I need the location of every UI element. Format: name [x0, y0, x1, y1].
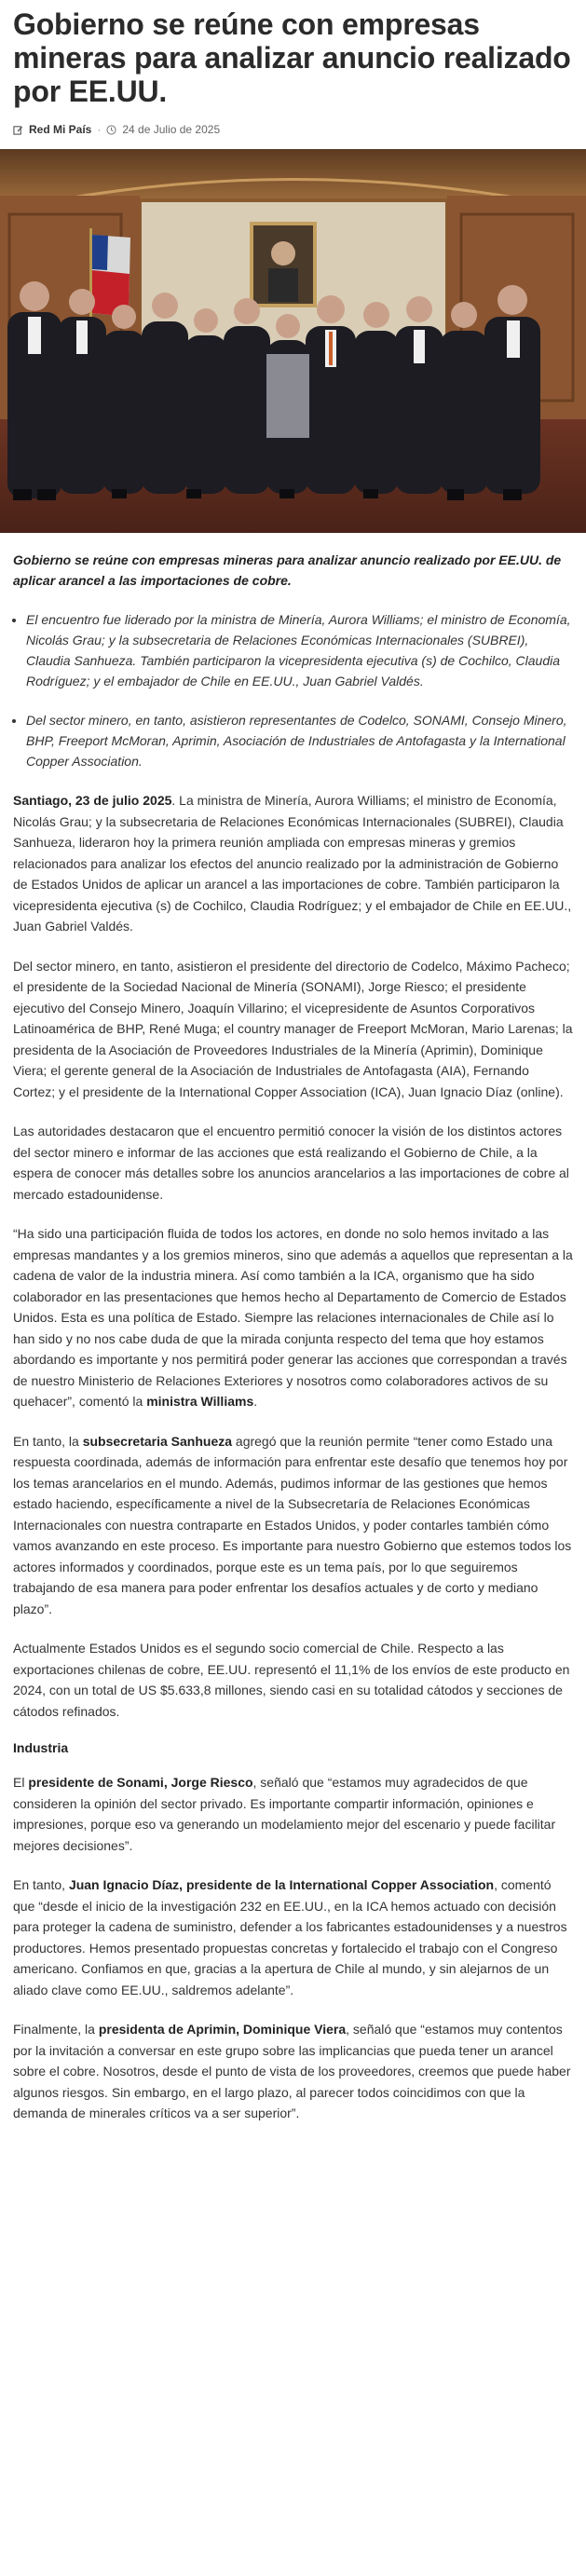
- author-link[interactable]: Red Mi País: [29, 123, 92, 136]
- bold-name: presidenta de Aprimin, Dominique Viera: [98, 2022, 347, 2037]
- article-meta: [13, 123, 573, 136]
- dateline: Santiago, 23 de julio 2025: [13, 793, 172, 808]
- paragraph-text: “Ha sido una participación fluida de todos los actores, en donde no solo hemos invitado a las empresas mandantes y a los gremios mineros, sino que además a aquellos que representan a la cadena de valor de la industria minera. Así como también a la ICA, organismo que ha sido colaborador en las presentaciones que hemos hecho al Departamento de Comercio de Estados Unidos. Esta es una política de Estado. Siempre las relaciones internacionales de Chile así lo han sido y no nos cabe duda de que la mirada conjunta respecto del tema que hoy estamos abordando es importante y nos permitirá poder generar las acciones que correspondan a través de nuestro Ministerio de Relaciones Exteriores y nosotros como colaboradores activos de su quehacer”, comentó la: [13, 1226, 573, 1409]
- paragraph: [13, 1431, 573, 1620]
- meta-separator: ·: [97, 123, 102, 136]
- paragraph-text: En tanto, la: [13, 1433, 83, 1449]
- article-body: [0, 550, 586, 2124]
- paragraph: Actualmente Estados Unidos es el segundo socio comercial de Chile. Respecto a las exportaciones chilenas de cobre, EE.UU. representó el 11,1% de los envíos de este producto en 2024, con un total de US $5.633,8 millones, siendo casi en su totalidad cátodos y secciones de cátodos refinados.: [13, 1641, 570, 1719]
- paragraph-text: agregó que la reunión permite “tener como Estado una respuesta coordinada, además de información para enfrentar este desafío que tenemos hoy por los temas arancelarios en el mundo. Además, pudimos informar de las gestiones que hemos estado haciendo, específicamente a nivel de la Subsecretaría de Relaciones Económicas Internacionales con nuestra contraparte en Estados Unidos, y poder contarles también cómo vamos avanzando en este proceso. Es importante para nuestro Gobierno que estemos todos los actores informados y coordinados, porque este es un tema país, por lo que seguiremos trabajando de esa manera para poder enfrentar los desafíos actuales y de corto y mediano plazo”.: [13, 1433, 572, 1616]
- paragraph: [13, 790, 573, 937]
- publish-date: 24 de Julio de 2025: [122, 123, 221, 136]
- article-photo: [0, 149, 586, 533]
- pencil-edit-icon: [13, 125, 23, 135]
- paragraph: [13, 1772, 573, 1856]
- summary-bullet: • El encuentro fue liderado por la ministra de Minería, Aurora Williams; el ministro de Economía, Nicolás Grau; y la subsecretaria de Relaciones Económicas Internacionales (SUBREI), Claudia Sanhueza. También participaron la vicepresidenta ejecutiva (s) de Cochilco, Claudia Rodríguez; y el embajador de Chile en EE.UU., Juan Gabriel Valdés.: [26, 609, 573, 691]
- article-title: Gobierno se reúne con empresas mineras para analizar anuncio realizado por EE.UU.: [13, 7, 571, 108]
- paragraph-text: El: [13, 1775, 29, 1790]
- paragraph-text: , señaló que “estamos muy agradecidos de que consideren la opinión del sector privado. Es importante compartir información, opiniones e impresiones, porque eso va generando un modelamiento mejor del escenario y puede facilitar mejores decisiones”.: [13, 1775, 556, 1853]
- photo-caption: Gobierno se reúne con empresas mineras para analizar anuncio realizado por EE.UU. de aplicar arancel a las importaciones de cobre.: [13, 552, 562, 588]
- paragraph-text: , señaló que “estamos muy contentos por la invitación a conversar en este grupo sobre las implicancias que pueda tener un arancel sobre el cobre. Nosotros, desde el punto de vista de los proveedores, creemos que puede haber algunos riesgos. Sin embargo, en el largo plazo, al parecer todos coincidimos con que la demanda de minerales críticos va a ser superior”.: [13, 2022, 571, 2120]
- group-photo-illustration: [0, 149, 586, 533]
- paragraph-text: Finalmente, la: [13, 2022, 99, 2037]
- summary-bullet: • Del sector minero, en tanto, asistieron representantes de Codelco, SONAMI, Consejo Minero, BHP, Freeport McMoran, Aprimin, Asociación de Industriales de Antofagasta y la International Copper Association.: [26, 710, 573, 771]
- paragraph-text: .: [253, 1394, 258, 1409]
- bold-name: Juan Ignacio Díaz, presidente de la International Copper Association: [68, 1877, 495, 1892]
- paragraph: Las autoridades destacaron que el encuentro permitió conocer la visión de los distintos actores del sector minero e informar de las acciones que está realizando el Gobierno de Chile, a la espera de conocer más detalles sobre los anuncios arancelarios a las importaciones de cobre al mercado estadounidense.: [13, 1124, 569, 1202]
- paragraph: [13, 1874, 573, 2000]
- bold-name: presidente de Sonami, Jorge Riesco: [28, 1775, 253, 1790]
- clock-icon: [106, 125, 116, 135]
- paragraph: [13, 2019, 573, 2124]
- article-header: [0, 0, 586, 136]
- paragraph-text: . La ministra de Minería, Aurora Williams; el ministro de Economía, Nicolás Grau; y la subsecretaria de Relaciones Económicas Internacionales (SUBREI), Claudia Sanhueza, lideraron hoy la primera reunión ampliada con empresas mineras y gremios relacionados para analizar los efectos del anuncio realizado por la administración de Gobierno de Estados Unidos de aplicar un arancel a las importaciones de cobre. También participaron la vicepresidenta ejecutiva (s) de Cochilco, Claudia Rodríguez; y el embajador de Chile en EE.UU., Juan Gabriel Valdés.: [13, 793, 572, 934]
- paragraph: Del sector minero, en tanto, asistieron el presidente del directorio de Codelco, Máximo Pacheco; el presidente de la Sociedad Nacional de Minería (SONAMI), Jorge Riesco; el presidente ejecutivo del Consejo Minero, Joaquín Villarino; el vicepresidente de Asuntos Corporativos Latinoamérica de BHP, René Muga; el country manager de Freeport McMoran, Mario Larenas; la presidenta de la Asociación de Proveedores Industriales de la Minería (Aprimin), Dominique Viera; el gerente general de la Asociación de Industriales de Antofagasta (AIA), Fernando Cortez; y el presidente de la International Copper Association (ICA), Juan Ignacio Díaz (online).: [13, 958, 573, 1099]
- section-subheading: Industria: [13, 1740, 69, 1755]
- bold-name: subsecretaria Sanhueza: [82, 1433, 233, 1449]
- bold-name: ministra Williams: [146, 1394, 254, 1409]
- paragraph: [13, 1223, 573, 1412]
- summary-bullets: [13, 609, 573, 771]
- paragraph-text: , comentó que “desde el inicio de la investigación 232 en EE.UU., en la ICA hemos actuado con decisión para proteger la cadena de suministro, defender a los fabricantes estadounidenses y a nuestros productores. Hemos presentado propuestas concretas y fortalecido el trabajo con el Congreso americano. Confiamos en que, gracias a la apertura de Chile al mundo, y sin alejarnos de un aliado clave como EE.UU., saldremos adelante”.: [13, 1877, 567, 1997]
- paragraph-text: En tanto,: [13, 1877, 69, 1892]
